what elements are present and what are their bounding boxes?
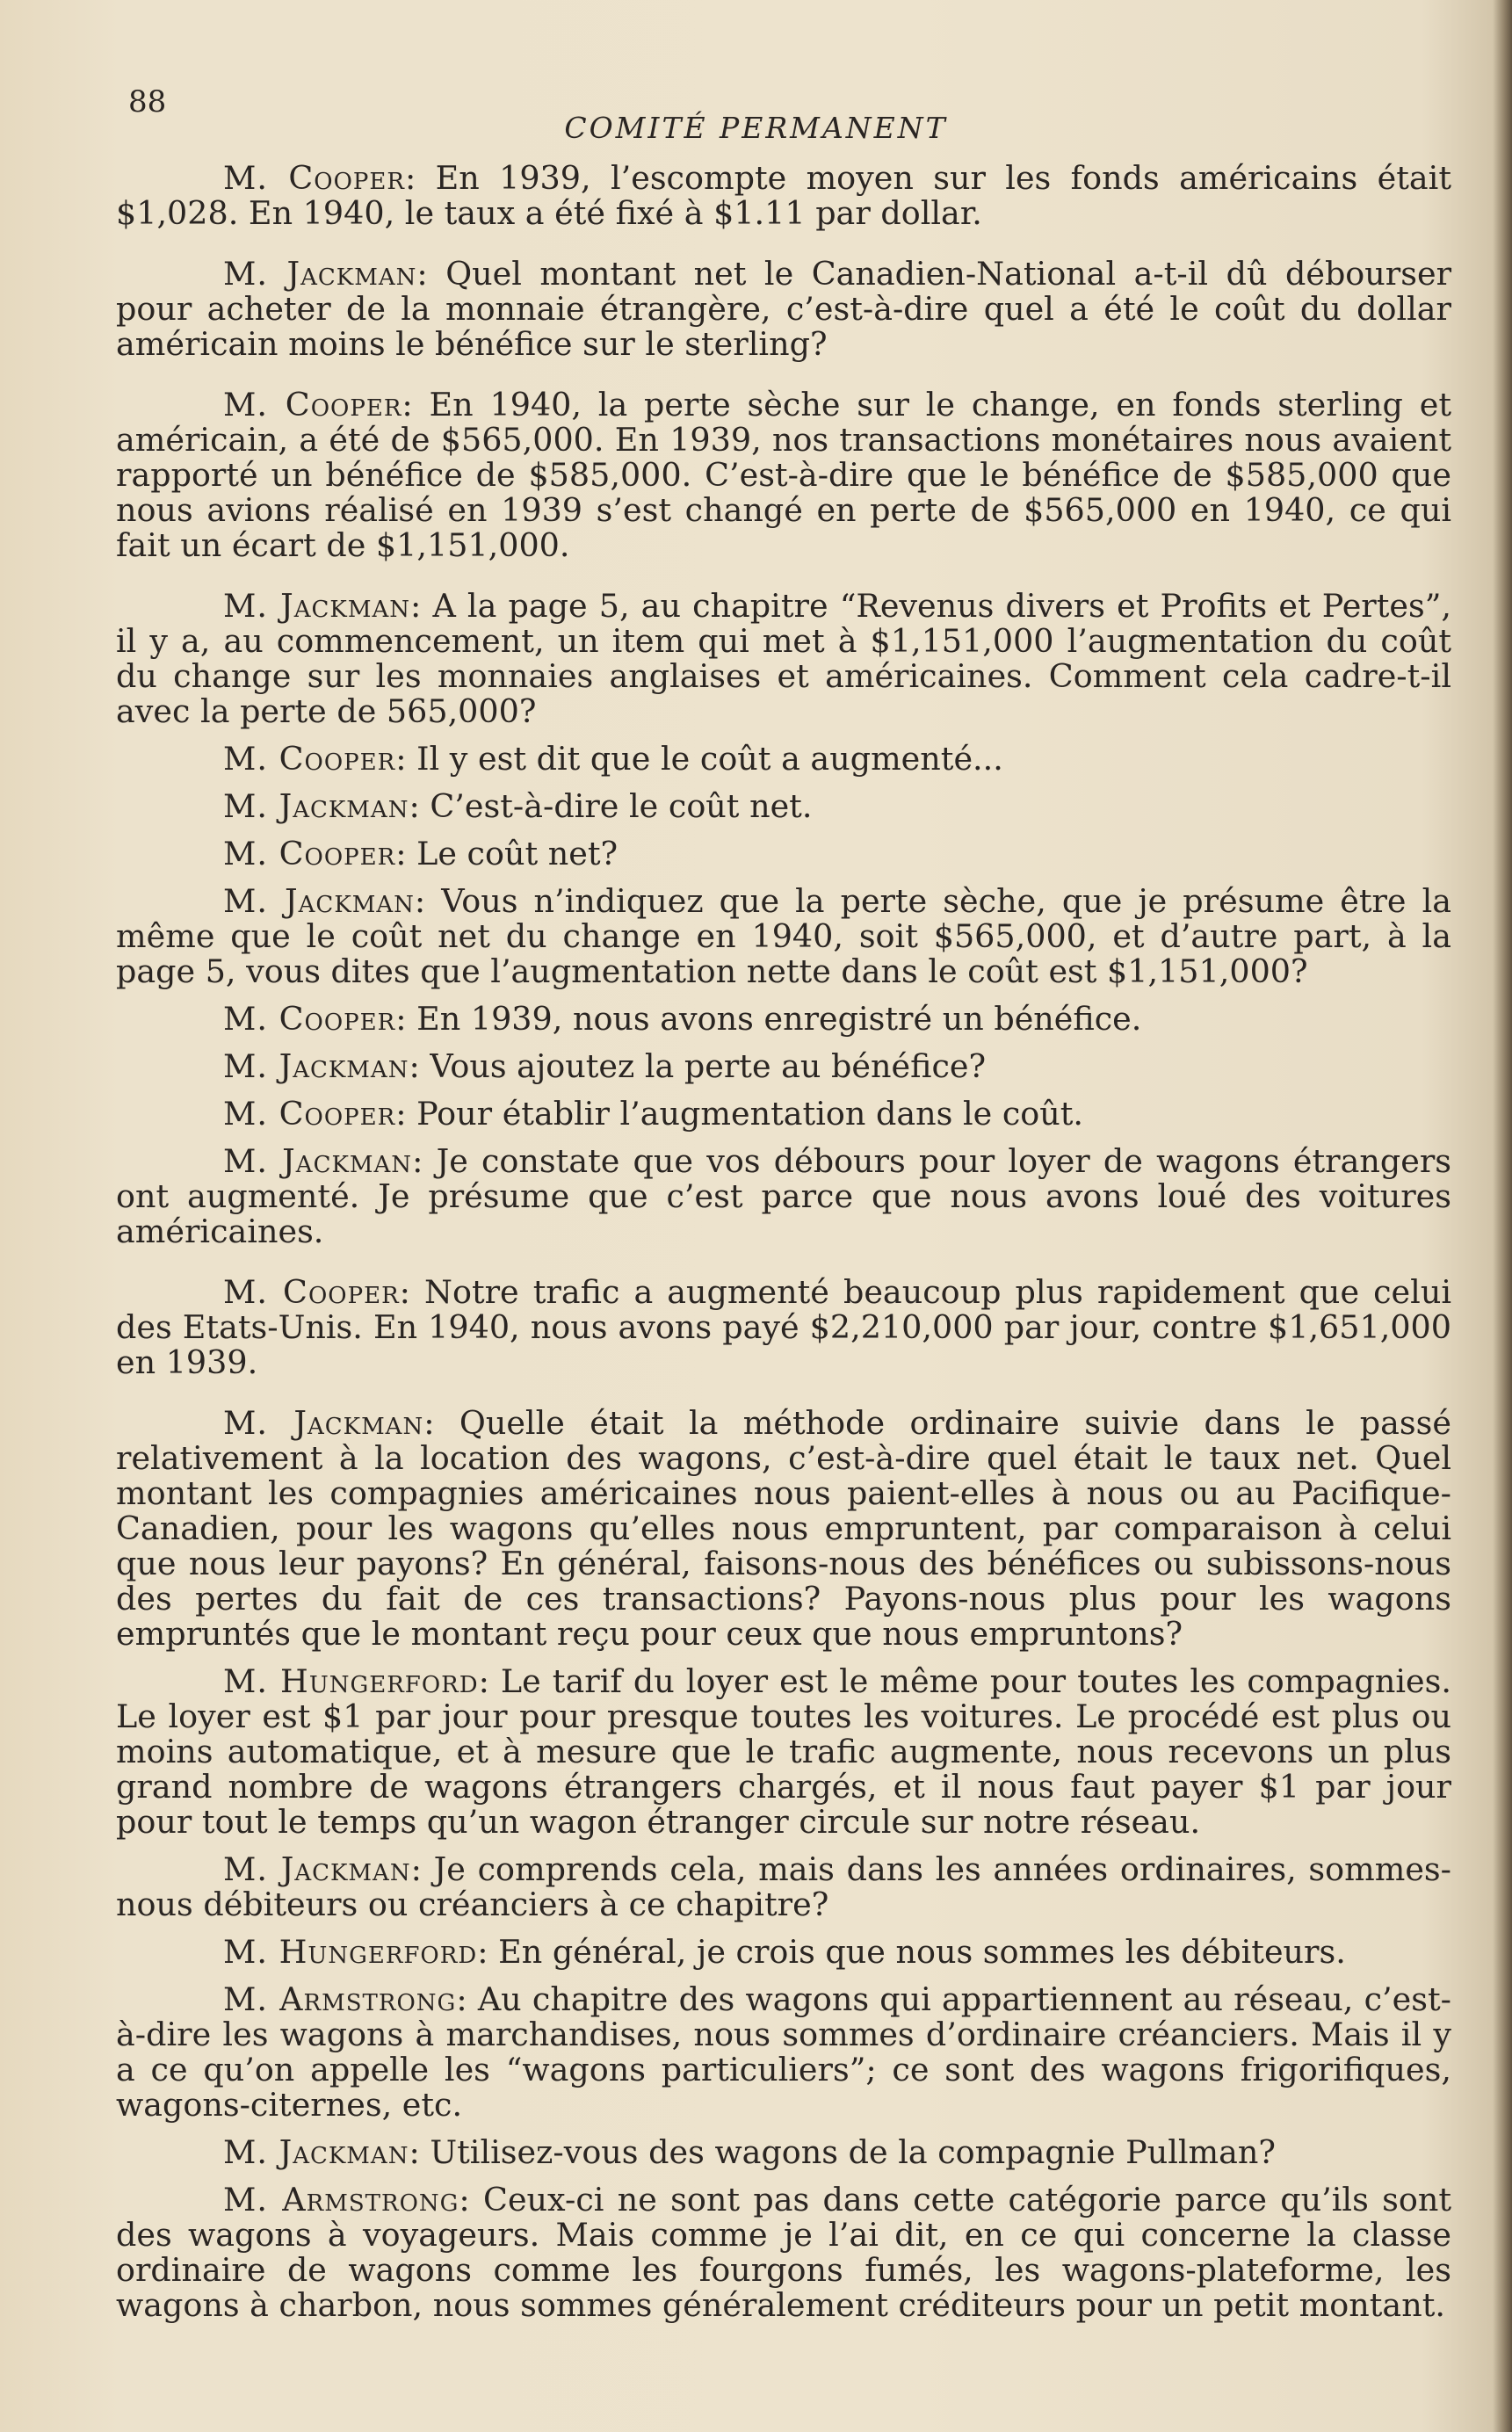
speaker-name: M. Cooper	[223, 1000, 396, 1038]
dialogue-paragraph: M. Jackman: Utilisez-vous des wagons de la compagnie Pullman?	[223, 2133, 1276, 2171]
speaker-name: M. Hungerford	[223, 1662, 479, 1700]
paragraph-text: Notre trafic a augmenté beaucoup plus rapidement que celui des Etats-Unis. En 1940, nous avons payé $2,210,000 par jour, contre $1,651,000 en 1939.	[116, 1273, 1452, 1381]
paragraph-text: Vous ajoutez la perte au bénéfice?	[430, 1047, 987, 1085]
speaker-name: M. Jackman	[223, 2133, 409, 2171]
dialogue-paragraph: M. Cooper: En 1939, l’escompte moyen sur les fonds américains était $1,028. En 1940, le taux a été fixé à $1.11 par dollar.	[116, 159, 1451, 232]
paragraph-text: Le tarif du loyer est le même pour toutes les compagnies. Le loyer est $1 par jour pour presque toutes les voitures. Le procédé est plus ou moins automatique, et à mesure que le trafic augmente, nous recevons un plus grand nombre de wagons étrangers chargés, et il nous faut payer $1 par jour pour tout le temps qu’un wagon étranger circule sur notre réseau.	[116, 1662, 1451, 1841]
paragraph-text: En 1940, la perte sèche sur le change, en fonds sterling et américain, a été de $565,000. En 1939, nos transactions monétaires nous avaient rapporté un bénéfice de $585,000. C’est-à-dire que le bénéfice de $585,000 que nous avions réalisé en 1939 s’est changé en perte de $565,000 en 1940, ce qui fait un écart de $1,151,000.	[116, 386, 1452, 564]
page-number: 88	[128, 84, 167, 119]
paragraph-text: C’est-à-dire le coût net.	[430, 787, 813, 825]
paragraph-text: En général, je crois que nous sommes les débiteurs.	[498, 1933, 1346, 1971]
dialogue-paragraph: M. Cooper: Notre trafic a augmenté beaucoup plus rapidement que celui des Etats-Unis. En 1940, nous avons payé $2,210,000 par jour, contre $1,651,000 en 1939.	[116, 1273, 1452, 1381]
dialogue-paragraph: M. Hungerford: En général, je crois que nous sommes les débiteurs.	[223, 1933, 1346, 1971]
dialogue-paragraph: M. Jackman: C’est-à-dire le coût net.	[223, 787, 813, 825]
paragraph-text: En 1939, l’escompte moyen sur les fonds américains était $1,028. En 1940, le taux a été fixé à $1.11 par dollar.	[116, 159, 1451, 232]
speaker-name: M. Jackman	[223, 1404, 424, 1442]
speaker-name: M. Jackman	[223, 255, 417, 293]
paragraph-text: Ceux-ci ne sont pas dans cette catégorie parce qu’ils sont des wagons à voyageurs. Mais comme je l’ai dit, en ce qui concerne la classe ordinaire de wagons comme les fourgons fumés, les wagons-plateforme, les wagons à charbon, nous sommes généralement créditeurs pour un petit montant.	[116, 2181, 1451, 2324]
speaker-name: M. Jackman	[223, 787, 409, 825]
speaker-name: M. Hungerford	[223, 1933, 478, 1971]
speaker-name: M. Armstrong	[223, 1980, 457, 2018]
dialogue-paragraph: M. Jackman: Quel montant net le Canadien-National a-t-il dû débourser pour acheter de la monnaie étrangère, c’est-à-dire quel a été le coût du dollar américain moins le bénéfice sur le sterling?	[116, 255, 1452, 363]
paragraph-text: Quelle était la méthode ordinaire suivie dans le passé relativement à la location des wagons, c’est-à-dire quel était le taux net. Quel montant les compagnies américaines nous paient-elles à nous ou au Pacifique-Canadien, pour les wagons qu’elles nous empruntent, par comparaison à celui que nous leur payons? En général, faisons-nous des bénéfices ou subissons-nous des pertes du fait de ces transactions? Payons-nous plus pour les wagons empruntés que le montant reçu pour ceux que nous empruntons?	[116, 1404, 1451, 1653]
speaker-name: M. Cooper	[223, 835, 396, 872]
speaker-name: M. Jackman	[223, 882, 415, 920]
dialogue-paragraph: M. Jackman: A la page 5, au chapitre “Revenus divers et Profits et Pertes”, il y a, au commencement, un item qui met à $1,151,000 l’augmentation du coût du change sur les monnaies anglaises et américaines. Comment cela cadre-t-il avec la perte de 565,000?	[116, 587, 1452, 730]
paragraph-text: Utilisez-vous des wagons de la compagnie Pullman?	[430, 2133, 1276, 2171]
paragraph-text: Quel montant net le Canadien-National a-t-il dû débourser pour acheter de la monnaie étrangère, c’est-à-dire quel a été le coût du dollar américain moins le bénéfice sur le sterling?	[116, 255, 1452, 363]
dialogue-paragraph: M. Cooper: Pour établir l’augmentation dans le coût.	[223, 1095, 1084, 1133]
paragraph-text: Je comprends cela, mais dans les années ordinaires, sommes-nous débiteurs ou créanciers à ce chapitre?	[116, 1850, 1451, 1923]
dialogue-paragraph: M. Cooper: Il y est dit que le coût a augmenté...	[223, 740, 1003, 778]
paragraph-text: Le coût net?	[416, 835, 619, 872]
speaker-name: M. Armstrong	[223, 2181, 459, 2218]
dialogue-paragraph: M. Hungerford: Le tarif du loyer est le même pour toutes les compagnies. Le loyer est $1 par jour pour presque toutes les voitures. Le procédé est plus ou moins automatique, et à mesure que le trafic augmente, nous recevons un plus grand nombre de wagons étrangers chargés, et il nous faut payer $1 par jour pour tout le temps qu’un wagon étranger circule sur notre réseau.	[116, 1662, 1451, 1841]
running-title: COMITÉ PERMANENT	[564, 111, 948, 145]
dialogue-paragraph: M. Jackman: Vous ajoutez la perte au bénéfice?	[223, 1047, 987, 1085]
dialogue-paragraph: M. Cooper: En 1939, nous avons enregistré un bénéfice.	[223, 1000, 1142, 1038]
paragraph-text: Pour établir l’augmentation dans le coût.	[416, 1095, 1084, 1133]
speaker-name: M. Cooper	[223, 386, 402, 423]
page-edge-shadow	[1493, 0, 1512, 2432]
speaker-name: M. Cooper	[223, 740, 396, 778]
paragraph-text: En 1939, nous avons enregistré un bénéfice.	[416, 1000, 1142, 1038]
speaker-name: M. Jackman	[223, 1850, 411, 1888]
paragraph-text: Vous n’indiquez que la perte sèche, que je présume être la même que le coût net du change en 1940, soit $565,000, et d’autre part, à la page 5, vous dites que l’augmentation nette dans le coût est $1,151,000?	[116, 882, 1452, 990]
dialogue-paragraph: M. Cooper: En 1940, la perte sèche sur le change, en fonds sterling et américain, a été de $565,000. En 1939, nos transactions monétaires nous avaient rapporté un bénéfice de $585,000. C’est-à-dire que le bénéfice de $585,000 que nous avions réalisé en 1939 s’est changé en perte de $565,000 en 1940, ce qui fait un écart de $1,151,000.	[116, 386, 1452, 564]
speaker-name: M. Jackman	[223, 1047, 409, 1085]
paragraph-text: Au chapitre des wagons qui appartiennent au réseau, c’est-à-dire les wagons à marchandises, nous sommes d’ordinaire créanciers. Mais il y a ce qu’on appelle les “wagons particuliers”; ce sont des wagons frigorifiques, wagons-citernes, etc.	[116, 1980, 1451, 2124]
speaker-name: M. Cooper	[223, 1273, 400, 1311]
dialogue-paragraph: M. Jackman: Quelle était la méthode ordinaire suivie dans le passé relativement à la location des wagons, c’est-à-dire quel était le taux net. Quel montant les compagnies américaines nous paient-elles à nous ou au Pacifique-Canadien, pour les wagons qu’elles nous empruntent, par comparaison à celui que nous leur payons? En général, faisons-nous des bénéfices ou subissons-nous des pertes du fait de ces transactions? Payons-nous plus pour les wagons empruntés que le montant reçu pour ceux que nous empruntons?	[116, 1404, 1451, 1653]
speaker-name: M. Cooper	[223, 1095, 396, 1133]
dialogue-paragraph: M. Jackman: Je constate que vos débours pour loyer de wagons étrangers ont augmenté. Je présume que c’est parce que nous avons loué des voitures américaines.	[116, 1142, 1452, 1250]
dialogue-paragraph: M. Jackman: Je comprends cela, mais dans les années ordinaires, sommes-nous débiteurs ou créanciers à ce chapitre?	[116, 1850, 1451, 1923]
dialogue-paragraph: M. Armstrong: Au chapitre des wagons qui appartiennent au réseau, c’est-à-dire les wagons à marchandises, nous sommes d’ordinaire créanciers. Mais il y a ce qu’on appelle les “wagons particuliers”; ce sont des wagons frigorifiques, wagons-citernes, etc.	[116, 1980, 1451, 2124]
paragraph-text: Il y est dit que le coût a augmenté...	[416, 740, 1003, 778]
transcript-body	[116, 161, 1451, 2323]
paragraph-text: A la page 5, au chapitre “Revenus divers et Profits et Pertes”, il y a, au commencement, un item qui met à $1,151,000 l’augmentation du coût du change sur les monnaies anglaises et américaines. Comment cela cadre-t-il avec la perte de 565,000?	[116, 587, 1452, 730]
speaker-name: M. Cooper	[223, 159, 405, 197]
speaker-name: M. Jackman	[223, 1142, 413, 1180]
speaker-name: M. Jackman	[223, 587, 410, 625]
dialogue-paragraph: M. Cooper: Le coût net?	[223, 835, 619, 872]
paragraph-text: Je constate que vos débours pour loyer de wagons étrangers ont augmenté. Je présume que c’est parce que nous avons loué des voitures américaines.	[116, 1142, 1452, 1250]
dialogue-paragraph: M. Armstrong: Ceux-ci ne sont pas dans cette catégorie parce qu’ils sont des wagons à voyageurs. Mais comme je l’ai dit, en ce qui concerne la classe ordinaire de wagons comme les fourgons fumés, les wagons-plateforme, les wagons à charbon, nous sommes généralement créditeurs pour un petit montant.	[116, 2181, 1451, 2324]
dialogue-paragraph: M. Jackman: Vous n’indiquez que la perte sèche, que je présume être la même que le coût net du change en 1940, soit $565,000, et d’autre part, à la page 5, vous dites que l’augmentation nette dans le coût est $1,151,000?	[116, 882, 1452, 990]
